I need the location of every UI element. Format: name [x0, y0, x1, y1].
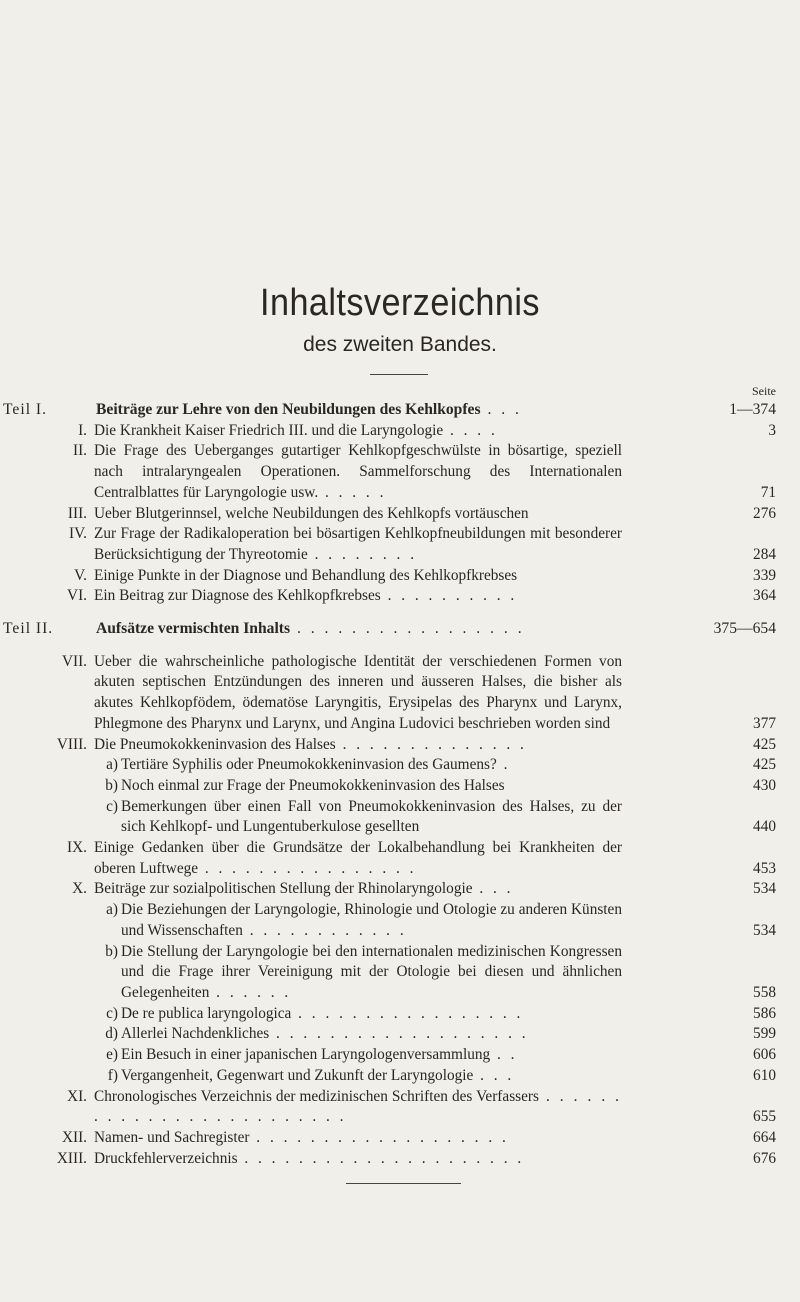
toc-entry-text — [94, 566, 622, 587]
section-gap — [0, 640, 800, 652]
toc-entry-number: XI. — [67, 1087, 87, 1105]
toc-leader-dots: . . . . . . . . . . — [380, 587, 518, 605]
toc-entry — [0, 942, 800, 1004]
toc-entry — [0, 524, 800, 565]
toc-entry — [0, 1066, 800, 1087]
toc-entry-number: c) — [106, 797, 118, 815]
toc-entry-title: Druckfehlerverzeichnis — [94, 1149, 238, 1167]
toc-entry — [0, 797, 800, 838]
toc-entry-number: V. — [74, 566, 87, 584]
toc-entry-text — [94, 441, 622, 503]
toc-entry-text — [94, 1087, 622, 1128]
toc-leader-dots: . . . . . . . . . . . . . . . . . . . — [269, 1025, 529, 1043]
toc-leader-dots: . . . . . . . . . . . . . . . . . . . . . . . . . — [94, 1087, 622, 1126]
toc-entry-title: Die Beziehungen der Laryngologie, Rhinologie und Otologie zu anderen Künsten und Wissenschaften — [121, 901, 622, 939]
toc-entry-number: VIII. — [56, 735, 87, 753]
toc-leader-dots: . . . . . . . . . . . . . . . . . — [290, 620, 525, 638]
toc-leader-dots: . — [496, 756, 511, 774]
toc-entry-number: XIII. — [56, 1149, 87, 1167]
toc-entry-number: a) — [106, 901, 118, 919]
toc-page-number: 664 — [753, 1128, 776, 1146]
toc-entry-number: a) — [106, 756, 118, 774]
toc-entry-text — [94, 735, 622, 756]
page-title: Inhaltsverzeichnis — [260, 282, 540, 324]
toc-page-number: 610 — [753, 1066, 776, 1084]
toc-entry-title: Namen- und Sachregister — [94, 1128, 250, 1146]
toc-page-number: 425 — [753, 756, 776, 774]
toc-entry-title: Beiträge zur sozialpolitischen Stellung der Rhinolaryngologie — [94, 880, 473, 898]
toc-entry-number: d) — [105, 1025, 118, 1043]
toc-entry-title: Die Krankheit Kaiser Friedrich III. und die Laryngologie — [94, 421, 444, 439]
toc-entry-title: Ueber Blutgerinnsel, welche Neubildungen des Kehlkopfs vortäuschen — [94, 504, 529, 522]
section-gap — [0, 607, 800, 619]
toc-entry-number: VII. — [61, 652, 87, 670]
toc-entry — [0, 1004, 800, 1025]
toc-page-number: 276 — [753, 504, 776, 522]
toc-page-number: 3 — [768, 421, 776, 439]
toc-entry — [0, 900, 800, 941]
toc-entry-text — [94, 838, 622, 879]
toc-entry — [0, 586, 800, 607]
page-subtitle: des zweiten Bandes. — [303, 333, 497, 356]
toc-entry-text — [121, 755, 622, 776]
toc-entry-number: III. — [67, 504, 87, 522]
toc-entry-title: Ein Beitrag zur Diagnose des Kehlkopfkrebses — [94, 587, 381, 605]
toc-entry-text — [94, 504, 622, 525]
toc-page-number: 1—374 — [729, 401, 776, 418]
toc-page-number: 425 — [753, 735, 776, 753]
toc-entry-text — [94, 1128, 622, 1149]
toc-entry — [0, 776, 800, 797]
toc-leader-dots: . . . . . — [318, 483, 387, 501]
toc-page-number: 655 — [753, 1108, 776, 1126]
title-rule — [370, 374, 428, 375]
toc-entry — [0, 1149, 800, 1170]
toc-leader-dots: . . . . . . . . . . . . . . . . . — [291, 1004, 524, 1022]
toc-leader-dots: . . — [490, 1046, 518, 1064]
toc-page-number: 339 — [753, 566, 776, 584]
toc-leader-dots: . . . — [472, 880, 514, 898]
toc-entry-number: IX. — [67, 839, 87, 857]
toc-entry-title: Noch einmal zur Frage der Pneumokokkeninvasion des Halses — [121, 776, 505, 794]
toc-entry-text — [94, 421, 622, 442]
toc-entry-number: Teil II. — [3, 620, 54, 638]
toc-page-number: 534 — [753, 921, 776, 939]
toc-leader-dots: . . . . . . — [209, 983, 292, 1001]
toc-entry-text — [121, 1004, 622, 1025]
toc-entry-title: Die Pneumokokkeninvasion des Halses — [94, 735, 336, 753]
toc-entry-text — [121, 1024, 622, 1045]
toc-entry-title: Chronologisches Verzeichnis der medizinischen Schriften des Verfassers — [94, 1087, 539, 1105]
toc-entry — [0, 1128, 800, 1149]
toc-entry-number: b) — [105, 942, 118, 960]
table-of-contents — [0, 400, 800, 1169]
toc-entry — [0, 652, 800, 735]
toc-entry-title: Beiträge zur Lehre von den Neubildungen des Kehlkopfes — [96, 401, 481, 418]
toc-entry-number: f) — [107, 1066, 118, 1084]
toc-entry-title: Zur Frage der Radikaloperation bei bösartigen Kehlkopfneubildungen mit besonderer Berücksichtigung der Thyreotomie — [94, 525, 622, 563]
toc-entry-number: XII. — [61, 1128, 87, 1146]
toc-entry-text — [121, 942, 622, 1004]
toc-entry — [0, 566, 800, 587]
toc-entry — [0, 838, 800, 879]
toc-entry-title: De re publica laryngologica — [121, 1004, 292, 1022]
toc-entry-text — [96, 400, 622, 421]
toc-entry-number: c) — [106, 1004, 118, 1022]
toc-entry-number: Teil I. — [3, 401, 48, 418]
toc-entry — [0, 421, 800, 442]
toc-leader-dots: . . . . . . . . . . . . . . — [335, 735, 527, 753]
toc-entry-text — [121, 1045, 622, 1066]
toc-part-heading — [0, 400, 800, 421]
toc-entry-title: Ueber die wahrscheinliche pathologische Identität der verschiedenen Formen von akuten septischen Entzündungen des inneren und äusseren Halses, die bisher als akutes Kehlkopfödem, ödematöse Laryngitis, Erysipelas des Pharynx und Larynx, Phlegmone des Pharynx und Larynx, und Angina Ludovici beschrieben worden sind — [94, 652, 622, 732]
toc-part-heading — [0, 619, 800, 640]
toc-page-number: 430 — [753, 776, 776, 794]
toc-entry — [0, 1024, 800, 1045]
toc-page-number: 440 — [753, 818, 776, 836]
toc-entry-title: Bemerkungen über einen Fall von Pneumokokkeninvasion des Halses, zu der sich Kehlkopf- und Lungentuberkulose gesellten — [121, 797, 622, 836]
toc-entry-number: IV. — [69, 525, 87, 543]
toc-entry-title: Tertiäre Syphilis oder Pneumokokkeninvasion des Gaumens? — [121, 756, 497, 774]
toc-entry-text — [121, 900, 622, 941]
toc-entry — [0, 504, 800, 525]
toc-entry-text — [94, 586, 622, 607]
toc-page-number: 586 — [753, 1004, 776, 1022]
toc-entry-number: II. — [72, 442, 87, 460]
toc-entry-title: Allerlei Nachdenkliches — [121, 1025, 270, 1043]
toc-entry-number: X. — [72, 880, 87, 898]
toc-entry-text — [121, 797, 622, 838]
toc-entry — [0, 1087, 800, 1128]
bottom-rule — [346, 1183, 461, 1184]
toc-entry-text — [121, 1066, 622, 1087]
toc-entry-title: Die Frage des Ueberganges gutartiger Kehlkopfgeschwülste in bösartige, speziell nach intralaryngealen Operationen. Sammelforschung des Internationalen Centralblattes für Laryngologie usw. — [94, 442, 622, 501]
toc-entry-title: Aufsätze vermischten Inhalts — [96, 620, 291, 638]
toc-entry-number: e) — [106, 1046, 118, 1064]
toc-page-number: 606 — [753, 1046, 776, 1064]
toc-page-number: 71 — [760, 483, 776, 501]
toc-entry — [0, 1045, 800, 1066]
page-column-header: Seite — [752, 384, 776, 398]
toc-entry-text — [96, 619, 622, 640]
toc-leader-dots: . . . . . . . . . . . . . . . . . . . — [249, 1128, 509, 1146]
toc-page-number: 375—654 — [713, 620, 776, 638]
toc-entry-title: Vergangenheit, Gegenwart und Zukunft der Laryngologie — [121, 1066, 474, 1084]
toc-entry-number: b) — [105, 776, 118, 794]
toc-leader-dots: . . . — [473, 1066, 515, 1084]
toc-entry-title: Einige Gedanken über die Grundsätze der Lokalbehandlung bei Krankheiten der oberen Luftwege — [94, 839, 622, 877]
toc-page-number: 599 — [753, 1025, 776, 1043]
toc-entry-title: Ein Besuch in einer japanischen Laryngologenversammlung — [121, 1046, 491, 1064]
toc-leader-dots: . . . . — [443, 421, 498, 439]
toc-page-number: 534 — [753, 880, 776, 898]
toc-entry-text — [94, 524, 622, 565]
toc-leader-dots: . . . . . . . . . . . . . . . . — [198, 859, 417, 877]
toc-leader-dots: . . . . . . . . . . . . . . . . . . . . . — [237, 1149, 525, 1167]
toc-leader-dots: . . . . . . . . . . . . — [242, 921, 407, 939]
toc-entry-number: I. — [78, 421, 87, 439]
toc-entry-text — [121, 776, 622, 797]
toc-page-number: 676 — [753, 1149, 776, 1167]
toc-page-number: 558 — [753, 983, 776, 1001]
toc-entry-title: Einige Punkte in der Diagnose und Behandlung des Kehlkopfkrebses — [94, 566, 518, 584]
toc-page-number: 284 — [753, 545, 776, 563]
toc-leader-dots: . . . . . . . . — [307, 545, 418, 563]
toc-leader-dots: . . . — [480, 401, 522, 418]
toc-entry — [0, 735, 800, 756]
toc-entry-number: VI. — [67, 587, 87, 605]
toc-page-number: 364 — [753, 587, 776, 605]
toc-entry — [0, 755, 800, 776]
toc-page-number: 377 — [753, 714, 776, 732]
toc-entry-text — [94, 652, 622, 735]
toc-entry-text — [94, 1149, 622, 1170]
toc-entry — [0, 879, 800, 900]
toc-entry-text — [94, 879, 622, 900]
toc-entry-title: Die Stellung der Laryngologie bei den internationalen medizinischen Kongressen und die Frage ihrer Vereinigung mit der Otologie bei diesen und ähnlichen Gelegenheiten — [121, 942, 622, 1001]
toc-entry — [0, 441, 800, 503]
toc-page-number: 453 — [753, 859, 776, 877]
